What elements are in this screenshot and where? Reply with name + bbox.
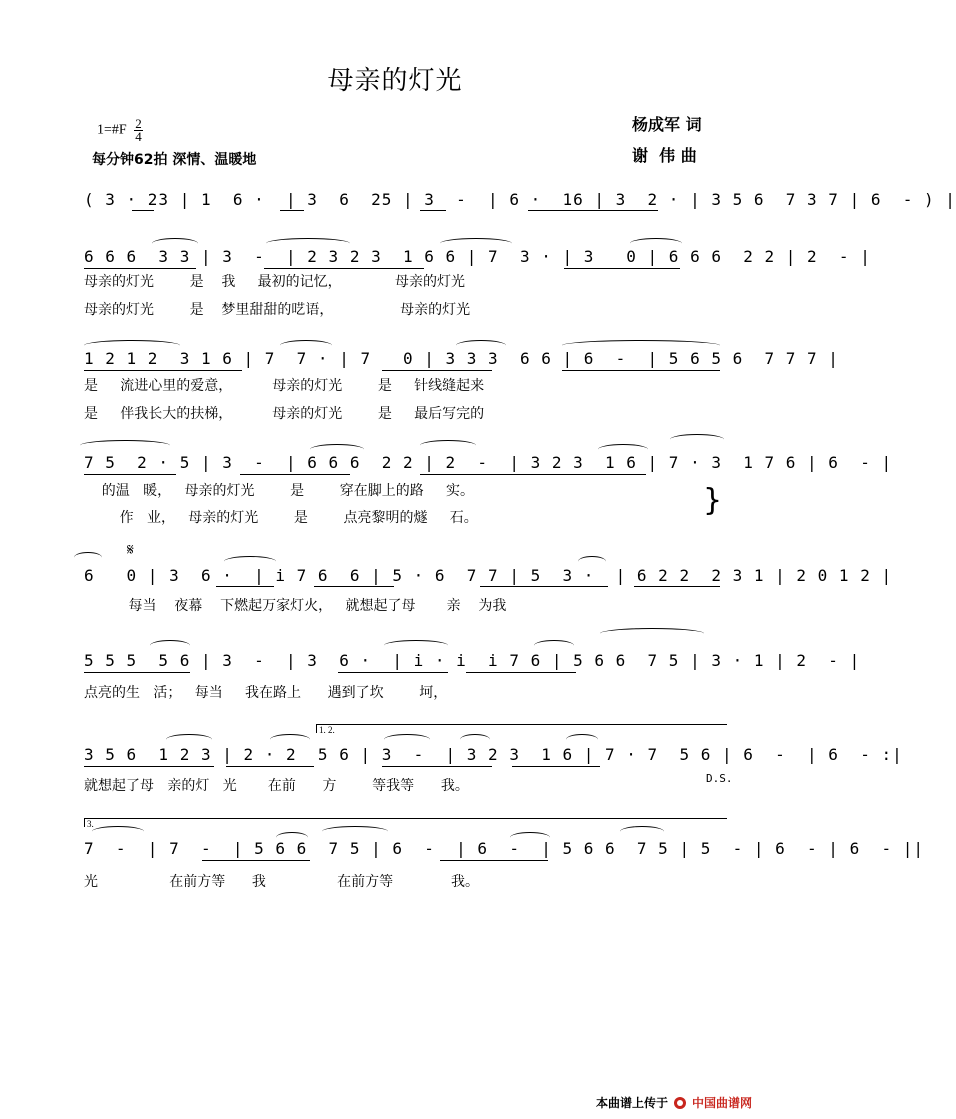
beam-underline <box>84 672 190 673</box>
beam-underline <box>264 268 424 269</box>
composer-credit: 谢 伟 曲 <box>632 146 697 165</box>
beam-underline <box>240 474 350 475</box>
slur-mark <box>440 238 512 249</box>
beam-underline <box>314 586 394 587</box>
time-denominator: 4 <box>135 129 142 144</box>
beam-underline <box>382 370 492 371</box>
slur-mark <box>152 238 198 249</box>
lyric-line-9: 就想起了母 亲的灯 光 在前 方 等我等 我。 <box>84 778 469 794</box>
lyricist-credit: 杨成军 词 <box>632 115 702 134</box>
slur-mark <box>270 734 310 745</box>
key-label: 1= <box>97 122 112 138</box>
time-numerator: 2 <box>135 116 142 131</box>
slur-mark <box>600 628 704 639</box>
slur-mark <box>420 440 476 451</box>
lyric-line-3: 是 流进心里的爱意， 母亲的灯光 是 针线缝起来 <box>84 378 485 394</box>
key-accidental: #F <box>111 122 127 138</box>
verse-brace: } <box>703 483 723 518</box>
slur-mark <box>266 238 350 249</box>
beam-underline <box>562 370 720 371</box>
score-line-2: 6 6 6 3 3 | 3 - | 2 3 2 3 1 6 6 | 7 3 · | 3 0 | 6 6 6 2 2 | 2 - | <box>84 247 871 266</box>
beam-underline <box>132 210 154 211</box>
slur-mark <box>74 552 102 563</box>
slur-mark <box>84 340 180 351</box>
slur-mark <box>598 444 648 455</box>
slur-mark <box>566 734 598 745</box>
tempo-marking: 每分钟62拍 深情、温暖地 <box>92 152 257 168</box>
slur-mark <box>276 832 308 843</box>
slur-mark <box>456 340 506 351</box>
site-name[interactable]: 中国曲谱网 <box>692 1096 753 1110</box>
slur-mark <box>534 640 574 651</box>
score-line-7: 3 5 6 1 2 3 | 2 · 2 5 6 | 3 - | 3 2 3 1 6 | 7 · 7 5 6 | 6 - | 6 - :| <box>84 745 903 764</box>
lyric-line-8: 点亮的生 活； 每当 我在路上 遇到了坎 坷， <box>84 685 448 701</box>
slur-mark <box>150 640 190 651</box>
slur-mark <box>562 340 720 351</box>
slur-mark <box>670 434 724 445</box>
slur-mark <box>280 340 332 351</box>
beam-underline <box>420 210 446 211</box>
lyric-line-1: 母亲的灯光 是 我 最初的记忆， 母亲的灯光 <box>84 274 466 290</box>
beam-underline <box>420 474 646 475</box>
beam-underline <box>280 210 304 211</box>
slur-mark <box>620 826 664 837</box>
slur-mark <box>630 238 682 249</box>
beam-underline <box>634 586 720 587</box>
slur-mark <box>322 826 388 837</box>
beam-underline <box>84 268 196 269</box>
slur-mark <box>310 444 364 455</box>
beam-underline <box>466 672 576 673</box>
dal-segno-mark: D.S. <box>706 772 733 785</box>
beam-underline <box>84 370 242 371</box>
slur-mark <box>578 556 606 567</box>
time-signature <box>134 118 143 143</box>
score-line-3: 1 2 1 2 3 1 6 | 7 7 · | 7 0 | 3 3 3 6 6 | 6 - | 5 6 5 6 7 7 7 | <box>84 349 839 368</box>
lyric-line-7: 每当 夜幕 下燃起万家灯火， 就想起了母 亲 为我 <box>84 598 507 614</box>
slur-mark <box>80 440 170 451</box>
beam-underline <box>202 860 310 861</box>
score-line-8: 7 - | 7 - | 5 6 6 7 5 | 6 - | 6 - | 5 6 6 7 5 | 5 - | 6 - | 6 - || <box>84 839 924 858</box>
lyric-line-10: 光 在前方等 我 在前方等 我。 <box>84 874 479 890</box>
volta-third-ending: 3. <box>84 818 727 827</box>
volta-first-ending: 1. 2. <box>316 724 727 733</box>
lyric-line-5: 的温 暖， 母亲的灯光 是 穿在脚上的路 实。 <box>84 483 474 499</box>
beam-underline <box>382 766 492 767</box>
beam-underline <box>216 586 274 587</box>
lyric-line-2: 母亲的灯光 是 梦里甜甜的呓语， 母亲的灯光 <box>84 302 471 318</box>
score-line-1: ( 3 · 23 | 1 6 · | 3 6 25 | 3 - | 6 · 16 | 3 2 · | 3 5 6 7 3 7 | 6 - ) | <box>84 190 956 209</box>
slur-mark <box>460 734 490 745</box>
upload-footer <box>596 1094 772 1111</box>
score-line-4: 7 5 2 · 5 | 3 - | 6 6 6 2 2 | 2 - | 3 2 3 1 6 | 7 · 3 1 7 6 | 6 - | <box>84 453 893 472</box>
slur-mark <box>384 640 448 651</box>
slur-mark <box>92 826 144 837</box>
score-line-6: 5 5 5 5 6 | 3 - | 3 6 · | i · i i 7 6 | 5 6 6 7 5 | 3 · 1 | 2 - | <box>84 651 861 670</box>
beam-underline <box>226 766 314 767</box>
beam-underline <box>564 268 680 269</box>
beam-underline <box>528 210 658 211</box>
lyric-line-6: 作 业， 母亲的灯光 是 点亮黎明的燧 石。 <box>84 510 478 526</box>
beam-underline <box>512 766 600 767</box>
slur-mark <box>510 832 550 843</box>
beam-underline <box>84 766 214 767</box>
lyric-line-4: 是 伴我长大的扶梯， 母亲的灯光 是 最后写完的 <box>84 406 485 422</box>
key-signature <box>97 118 143 143</box>
beam-underline <box>440 860 548 861</box>
slur-mark <box>166 734 212 745</box>
slur-mark <box>384 734 430 745</box>
beam-underline <box>338 672 448 673</box>
upload-label: 本曲谱上传于 <box>596 1096 669 1110</box>
score-line-5: 6 0 | 3 6 · | i 7 6 6 | 5 · 6 7 7 | 5 3 · | 6 2 2 2 3 1 | 2 0 1 2 | <box>84 566 893 585</box>
slur-mark <box>224 556 276 567</box>
beam-underline <box>84 474 176 475</box>
site-logo-icon <box>674 1097 686 1109</box>
beam-underline <box>480 586 608 587</box>
segno-sign: 𝄋 <box>127 540 134 559</box>
song-title: 母亲的灯光 <box>327 66 463 96</box>
